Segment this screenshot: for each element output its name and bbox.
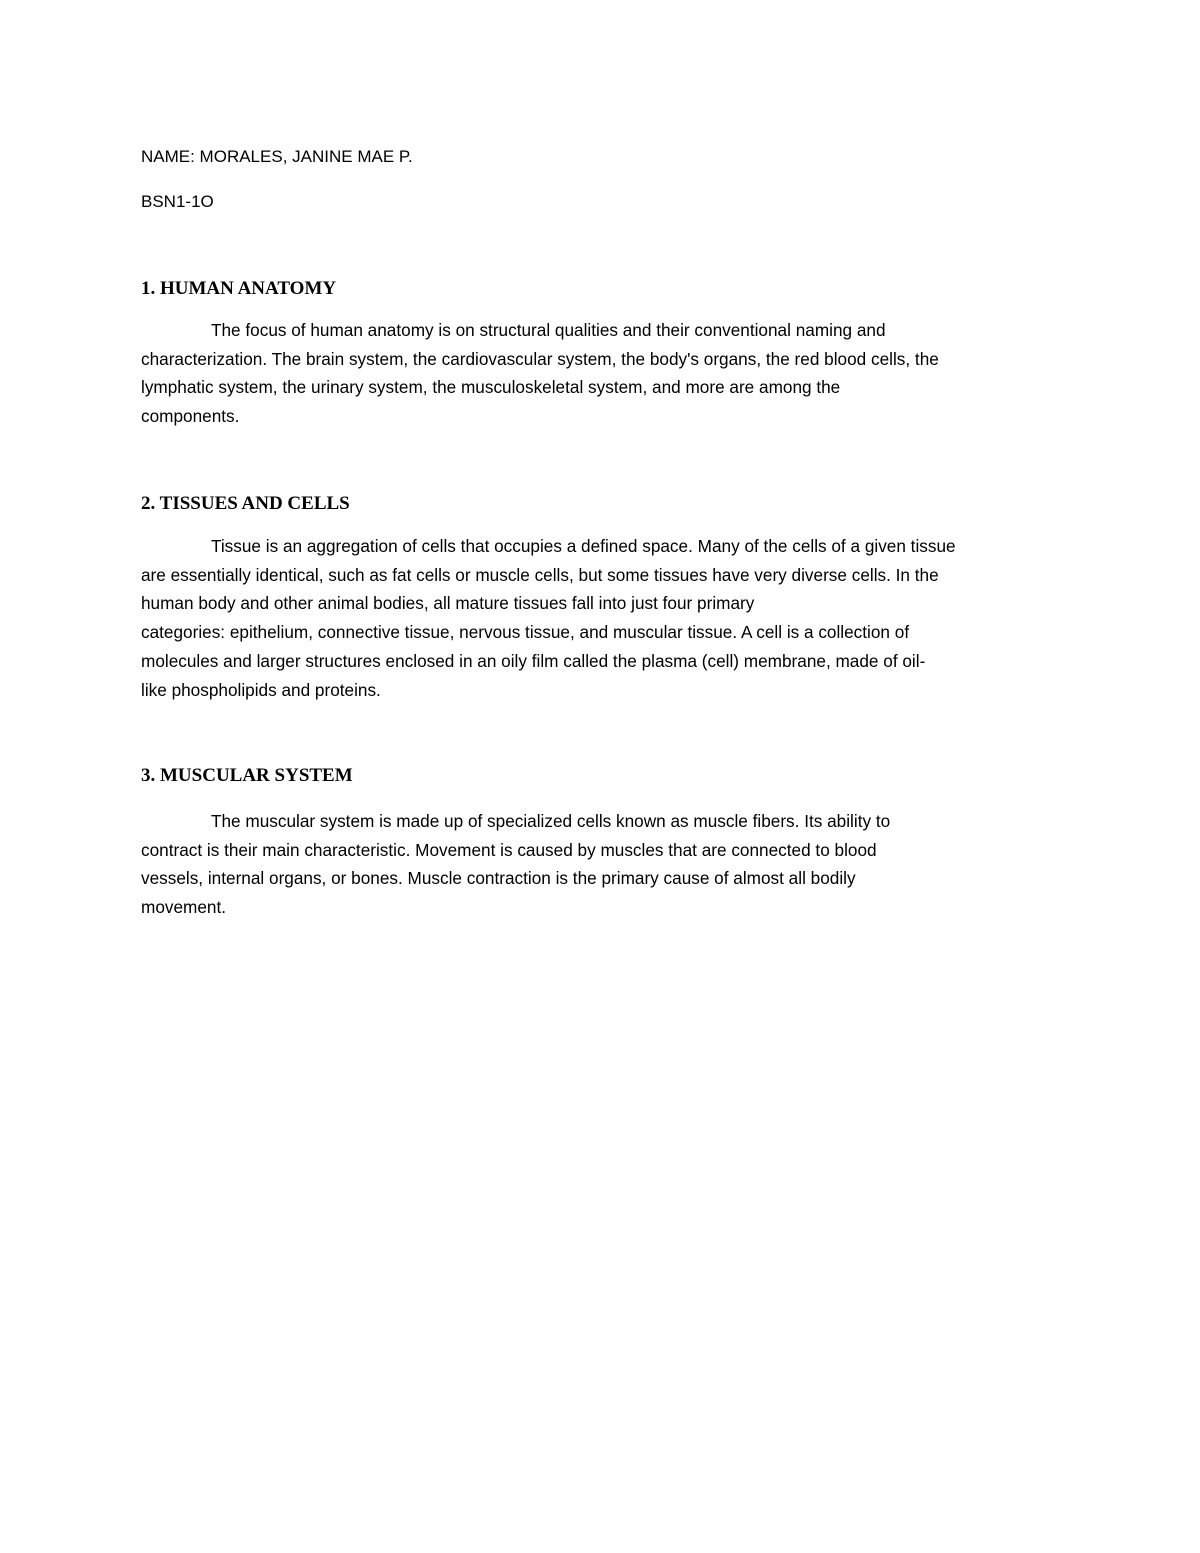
paragraph-line: components. [141,406,240,427]
student-section: BSN1-1O [141,192,214,211]
paragraph-line: movement. [141,897,227,918]
section-paragraph-human-anatomy [141,316,1071,431]
paragraph-line: molecules and larger structures enclosed in an oily film called the plasma (cell) membrane, made of oil- [141,650,926,671]
paragraph-line: categories: epithelium, connective tissue, nervous tissue, and muscular tissue. A cell is a collection of [141,622,910,643]
student-name: NAME: MORALES, JANINE MAE P. [141,147,413,166]
section-heading-tissues-and-cells: 2. TISSUES AND CELLS [141,493,350,514]
paragraph-line: Tissue is an aggregation of cells that occupies a defined space. Many of the cells of a given tissue [211,536,956,556]
paragraph-line: The focus of human anatomy is on structural qualities and their conventional naming and [211,320,886,340]
paragraph-line: like phospholipids and proteins. [141,679,381,700]
paragraph-line: contract is their main characteristic. Movement is caused by muscles that are connected to blood [141,839,877,860]
paragraph-line: characterization. The brain system, the cardiovascular system, the body's organs, the red blood cells, the [141,348,939,369]
paragraph-line: The muscular system is made up of specialized cells known as muscle fibers. Its ability to [211,811,891,831]
section-heading-human-anatomy: 1. HUMAN ANATOMY [141,278,337,299]
paragraph-line: are essentially identical, such as fat cells or muscle cells, but some tissues have very diverse cells. In the [141,564,939,585]
paragraph-line: vessels, internal organs, or bones. Muscle contraction is the primary cause of almost all bodily [141,868,856,889]
section-heading-muscular-system: 3. MUSCULAR SYSTEM [141,765,353,786]
paragraph-line: human body and other animal bodies, all mature tissues fall into just four primary [141,593,755,614]
section-paragraph-tissues-and-cells [141,532,1071,704]
paragraph-line: lymphatic system, the urinary system, the musculoskeletal system, and more are among the [141,377,841,398]
section-paragraph-muscular-system [141,807,1071,922]
